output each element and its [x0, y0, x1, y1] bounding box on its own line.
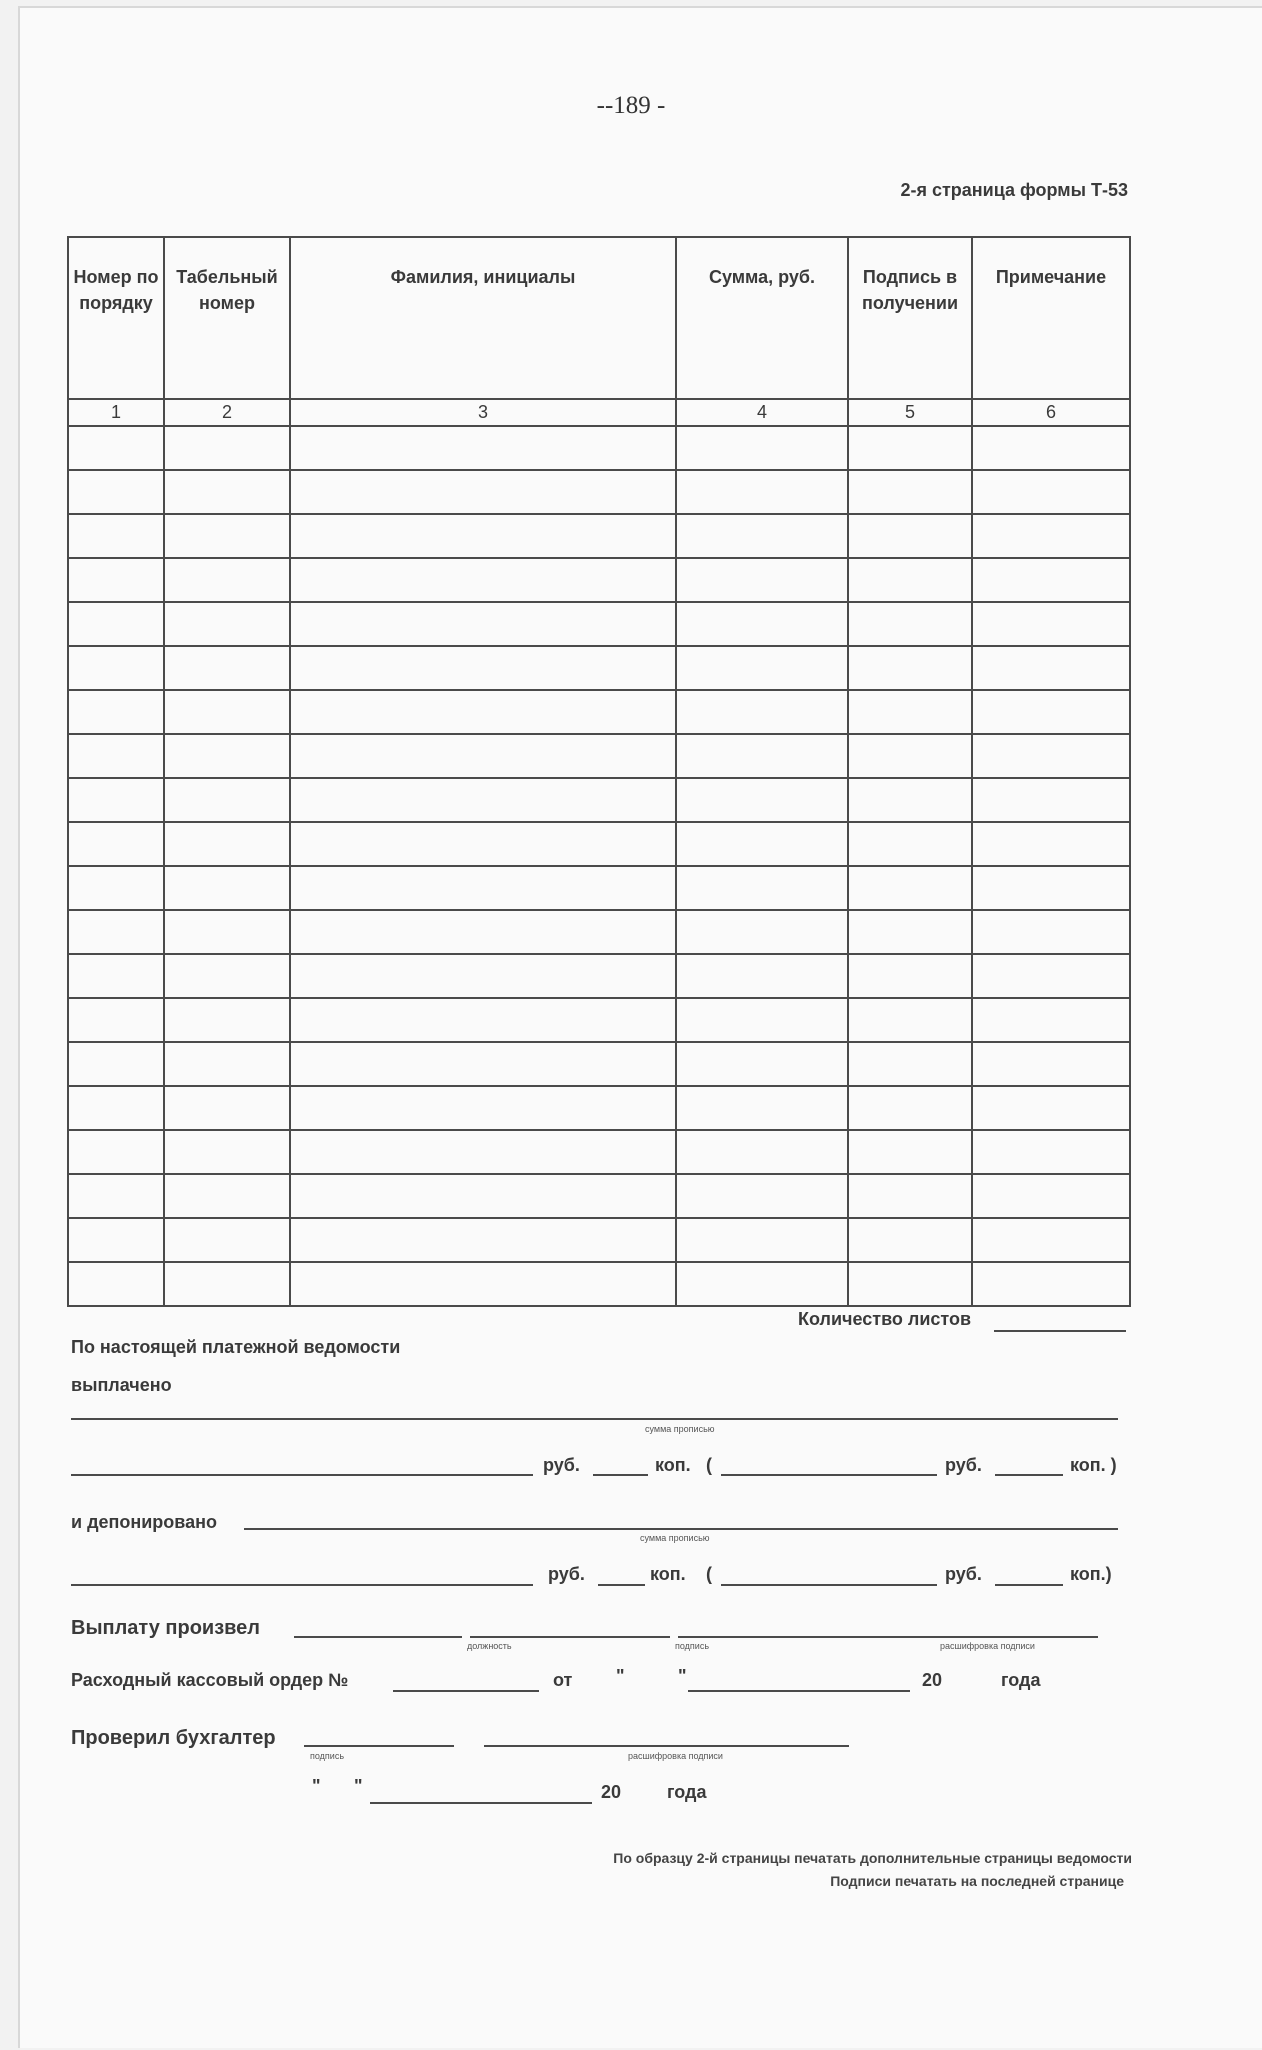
- kop-close-1: коп. ): [1070, 1455, 1117, 1475]
- table-cell[interactable]: [164, 866, 290, 910]
- table-cell[interactable]: [848, 822, 972, 866]
- col-num-5: 5: [848, 399, 972, 426]
- header-signature: Подпись в получении: [848, 237, 972, 399]
- table-cell[interactable]: [676, 1174, 848, 1218]
- column-numbers-row: [68, 399, 1130, 426]
- payer-decode-field[interactable]: [678, 1636, 1098, 1638]
- table-row: [68, 1130, 1130, 1174]
- table-cell[interactable]: [676, 778, 848, 822]
- amount-words-caption: сумма прописью: [645, 1424, 715, 1434]
- table-cell[interactable]: [290, 602, 676, 646]
- table-cell[interactable]: [972, 1130, 1130, 1174]
- table-cell[interactable]: [164, 1218, 290, 1262]
- table-row: [68, 998, 1130, 1042]
- table-cell[interactable]: [68, 690, 164, 734]
- quote-open-2: ": [312, 1776, 321, 1796]
- table-cell[interactable]: [972, 558, 1130, 602]
- paid-kop-digits-field[interactable]: [995, 1474, 1063, 1476]
- quote-close: ": [678, 1666, 687, 1686]
- table-cell[interactable]: [676, 426, 848, 470]
- table-cell[interactable]: [848, 426, 972, 470]
- table-cell[interactable]: [164, 822, 290, 866]
- table-cell[interactable]: [68, 998, 164, 1042]
- quote-open: ": [616, 1666, 625, 1686]
- table-header-row: [68, 237, 1130, 399]
- table-cell[interactable]: [290, 866, 676, 910]
- table-row: [68, 690, 1130, 734]
- signature-caption: подпись: [675, 1641, 710, 1651]
- table-cell[interactable]: [676, 1130, 848, 1174]
- table-cell[interactable]: [290, 1262, 676, 1306]
- position-caption: должность: [467, 1641, 512, 1651]
- table-cell[interactable]: [164, 690, 290, 734]
- quote-close-2: ": [354, 1776, 363, 1796]
- table-cell[interactable]: [676, 1086, 848, 1130]
- col-num-4: 4: [676, 399, 848, 426]
- table-cell[interactable]: [848, 558, 972, 602]
- header-sum: Сумма, руб.: [676, 237, 848, 399]
- table-cell[interactable]: [164, 1130, 290, 1174]
- deposited-kop-field[interactable]: [598, 1584, 645, 1586]
- table-cell[interactable]: [972, 822, 1130, 866]
- table-cell[interactable]: [68, 1262, 164, 1306]
- accountant-sign-caption: подпись: [310, 1751, 345, 1761]
- table-cell[interactable]: [848, 470, 972, 514]
- note-line1: По образцу 2-й страницы печатать дополнительные страницы ведомости: [613, 1850, 1132, 1866]
- table-cell[interactable]: [164, 514, 290, 558]
- table-cell[interactable]: [68, 866, 164, 910]
- table-cell[interactable]: [972, 1042, 1130, 1086]
- kop-label-3: коп.: [650, 1564, 686, 1584]
- accountant-date-field[interactable]: [370, 1802, 592, 1804]
- table-cell[interactable]: [972, 1174, 1130, 1218]
- table-cell[interactable]: [68, 822, 164, 866]
- table-cell[interactable]: [972, 1262, 1130, 1306]
- payer-position-field[interactable]: [294, 1636, 462, 1638]
- table-cell[interactable]: [68, 646, 164, 690]
- table-cell[interactable]: [290, 690, 676, 734]
- col-num-1: 1: [68, 399, 164, 426]
- table-cell[interactable]: [164, 558, 290, 602]
- year-suffix-2: года: [667, 1782, 707, 1802]
- table-cell[interactable]: [164, 1042, 290, 1086]
- table-cell[interactable]: [290, 954, 676, 998]
- table-cell[interactable]: [290, 1130, 676, 1174]
- deposited-label: и депонировано: [71, 1512, 218, 1532]
- table-cell[interactable]: [676, 558, 848, 602]
- table-row: [68, 470, 1130, 514]
- table-cell[interactable]: [68, 1130, 164, 1174]
- cash-order-number-field[interactable]: [393, 1690, 539, 1692]
- table-cell[interactable]: [290, 998, 676, 1042]
- table-cell[interactable]: [972, 778, 1130, 822]
- accountant-signature-field[interactable]: [304, 1745, 454, 1747]
- table-row: [68, 734, 1130, 778]
- table-cell[interactable]: [290, 514, 676, 558]
- year-suffix: года: [1001, 1670, 1041, 1690]
- table-cell[interactable]: [290, 558, 676, 602]
- table-cell[interactable]: [164, 1262, 290, 1306]
- paid-amount-line2[interactable]: [71, 1474, 533, 1476]
- table-cell[interactable]: [972, 646, 1130, 690]
- table-cell[interactable]: [972, 470, 1130, 514]
- table-cell[interactable]: [164, 1174, 290, 1218]
- table-cell[interactable]: [290, 734, 676, 778]
- header-name: Фамилия, инициалы: [290, 237, 676, 399]
- table-cell[interactable]: [848, 602, 972, 646]
- table-cell[interactable]: [676, 1218, 848, 1262]
- table-cell[interactable]: [676, 646, 848, 690]
- table-cell[interactable]: [68, 470, 164, 514]
- col-num-2: 2: [164, 399, 290, 426]
- table-cell[interactable]: [164, 646, 290, 690]
- table-row: [68, 778, 1130, 822]
- paid-kop-field[interactable]: [593, 1474, 648, 1476]
- table-cell[interactable]: [676, 910, 848, 954]
- table-cell[interactable]: [848, 1130, 972, 1174]
- table-cell[interactable]: [164, 1086, 290, 1130]
- table-cell[interactable]: [676, 1262, 848, 1306]
- table-row: [68, 954, 1130, 998]
- rub-label-3: руб.: [548, 1564, 585, 1584]
- table-cell[interactable]: [164, 602, 290, 646]
- table-cell[interactable]: [676, 1042, 848, 1086]
- rub-label-4: руб.: [945, 1564, 982, 1584]
- table-cell[interactable]: [676, 734, 848, 778]
- table-cell[interactable]: [848, 1262, 972, 1306]
- table-cell[interactable]: [164, 998, 290, 1042]
- table-cell[interactable]: [848, 910, 972, 954]
- header-number: Номер по порядку: [68, 237, 164, 399]
- table-row: [68, 1218, 1130, 1262]
- table-cell[interactable]: [972, 602, 1130, 646]
- table-cell[interactable]: [848, 1086, 972, 1130]
- year-prefix: 20: [922, 1670, 943, 1690]
- rub-label-1: руб.: [543, 1455, 580, 1475]
- table-cell[interactable]: [972, 734, 1130, 778]
- table-cell[interactable]: [848, 866, 972, 910]
- paid-rub-digits-field[interactable]: [721, 1474, 937, 1476]
- table-cell[interactable]: [164, 734, 290, 778]
- table-row: [68, 866, 1130, 910]
- table-cell[interactable]: [848, 690, 972, 734]
- table-cell[interactable]: [68, 558, 164, 602]
- table-cell[interactable]: [290, 910, 676, 954]
- table-body: [68, 426, 1130, 1306]
- paid-intro-line2: выплачено: [71, 1375, 172, 1395]
- table-cell[interactable]: [676, 514, 848, 558]
- header-note: Примечание: [972, 237, 1130, 399]
- table-cell[interactable]: [290, 426, 676, 470]
- table-cell[interactable]: [290, 470, 676, 514]
- table-cell[interactable]: [848, 514, 972, 558]
- sheets-count-field[interactable]: [994, 1330, 1126, 1332]
- table-cell[interactable]: [972, 1218, 1130, 1262]
- table-row: [68, 646, 1130, 690]
- table-cell[interactable]: [848, 1218, 972, 1262]
- table-row: [68, 1262, 1130, 1306]
- table-cell[interactable]: [290, 778, 676, 822]
- table-cell[interactable]: [68, 426, 164, 470]
- table-row: [68, 602, 1130, 646]
- signature-decode-caption: расшифровка подписи: [940, 1641, 1035, 1651]
- rub-label-2: руб.: [945, 1455, 982, 1475]
- table-cell[interactable]: [676, 822, 848, 866]
- payroll-table: [67, 236, 1131, 1307]
- table-cell[interactable]: [290, 1086, 676, 1130]
- paid-intro-line1: По настоящей платежной ведомости: [71, 1337, 401, 1357]
- table-cell[interactable]: [68, 602, 164, 646]
- paid-amount-words-line[interactable]: [71, 1418, 1118, 1420]
- table-cell[interactable]: [676, 690, 848, 734]
- table-row: [68, 558, 1130, 602]
- table-cell[interactable]: [848, 954, 972, 998]
- table-cell[interactable]: [972, 514, 1130, 558]
- sheets-count-label: Количество листов: [798, 1309, 972, 1329]
- table-cell[interactable]: [848, 646, 972, 690]
- table-cell[interactable]: [290, 646, 676, 690]
- table-cell[interactable]: [68, 954, 164, 998]
- table-cell[interactable]: [676, 470, 848, 514]
- form-reference: 2-я страница формы Т-53: [900, 180, 1128, 200]
- table-cell[interactable]: [290, 1174, 676, 1218]
- table-cell[interactable]: [68, 778, 164, 822]
- table-row: [68, 910, 1130, 954]
- table-cell[interactable]: [848, 1174, 972, 1218]
- table-cell[interactable]: [972, 998, 1130, 1042]
- col-num-3: 3: [290, 399, 676, 426]
- table-cell[interactable]: [68, 1218, 164, 1262]
- accountant-decode-caption: расшифровка подписи: [628, 1751, 723, 1761]
- open-paren-2: (: [706, 1564, 712, 1584]
- table-cell[interactable]: [848, 734, 972, 778]
- year-prefix-2: 20: [601, 1782, 622, 1802]
- table-cell[interactable]: [676, 602, 848, 646]
- table-cell[interactable]: [972, 426, 1130, 470]
- amount-words-caption-2: сумма прописью: [640, 1533, 710, 1543]
- table-cell[interactable]: [290, 822, 676, 866]
- table-cell[interactable]: [68, 910, 164, 954]
- table-row: [68, 822, 1130, 866]
- deposited-amount-line2[interactable]: [71, 1584, 533, 1586]
- payer-signature-field[interactable]: [470, 1636, 670, 1638]
- table-row: [68, 426, 1130, 470]
- kop-close-2: коп.): [1070, 1564, 1112, 1584]
- table-cell[interactable]: [290, 1042, 676, 1086]
- table-cell[interactable]: [164, 426, 290, 470]
- table-cell[interactable]: [848, 998, 972, 1042]
- table-cell[interactable]: [164, 470, 290, 514]
- cash-order-date-field[interactable]: [688, 1690, 910, 1692]
- table-cell[interactable]: [972, 690, 1130, 734]
- open-paren-1: (: [706, 1455, 712, 1475]
- cash-order-label: Расходный кассовый ордер №: [71, 1670, 349, 1690]
- table-cell[interactable]: [164, 910, 290, 954]
- table-cell[interactable]: [676, 954, 848, 998]
- table-cell[interactable]: [68, 1086, 164, 1130]
- table-cell[interactable]: [972, 910, 1130, 954]
- table-cell[interactable]: [164, 954, 290, 998]
- col-num-6: 6: [972, 399, 1130, 426]
- table-cell[interactable]: [68, 1174, 164, 1218]
- accountant-label: Проверил бухгалтер: [71, 1727, 276, 1749]
- table-cell[interactable]: [972, 954, 1130, 998]
- note-line2: Подписи печатать на последней странице: [830, 1873, 1124, 1889]
- table-cell[interactable]: [68, 1042, 164, 1086]
- table-cell[interactable]: [68, 734, 164, 778]
- table-cell[interactable]: [676, 998, 848, 1042]
- table-cell[interactable]: [972, 866, 1130, 910]
- deposited-rub-digits-field[interactable]: [721, 1584, 937, 1586]
- table-cell[interactable]: [290, 1218, 676, 1262]
- table-row: [68, 514, 1130, 558]
- table-cell[interactable]: [972, 1086, 1130, 1130]
- accountant-decode-field[interactable]: [484, 1745, 849, 1747]
- deposited-amount-words-line[interactable]: [244, 1528, 1118, 1530]
- table-row: [68, 1042, 1130, 1086]
- header-tab-number: Табельный номер: [164, 237, 290, 399]
- page-number: --189 -: [596, 92, 666, 119]
- table-row: [68, 1174, 1130, 1218]
- kop-label-1: коп.: [655, 1455, 691, 1475]
- table-cell[interactable]: [676, 866, 848, 910]
- table-cell[interactable]: [848, 778, 972, 822]
- from-label: от: [553, 1670, 573, 1690]
- deposited-kop-digits-field[interactable]: [995, 1584, 1063, 1586]
- table-row: [68, 1086, 1130, 1130]
- table-cell[interactable]: [68, 514, 164, 558]
- table-cell[interactable]: [848, 1042, 972, 1086]
- payment-made-label: Выплату произвел: [71, 1617, 261, 1639]
- table-cell[interactable]: [164, 778, 290, 822]
